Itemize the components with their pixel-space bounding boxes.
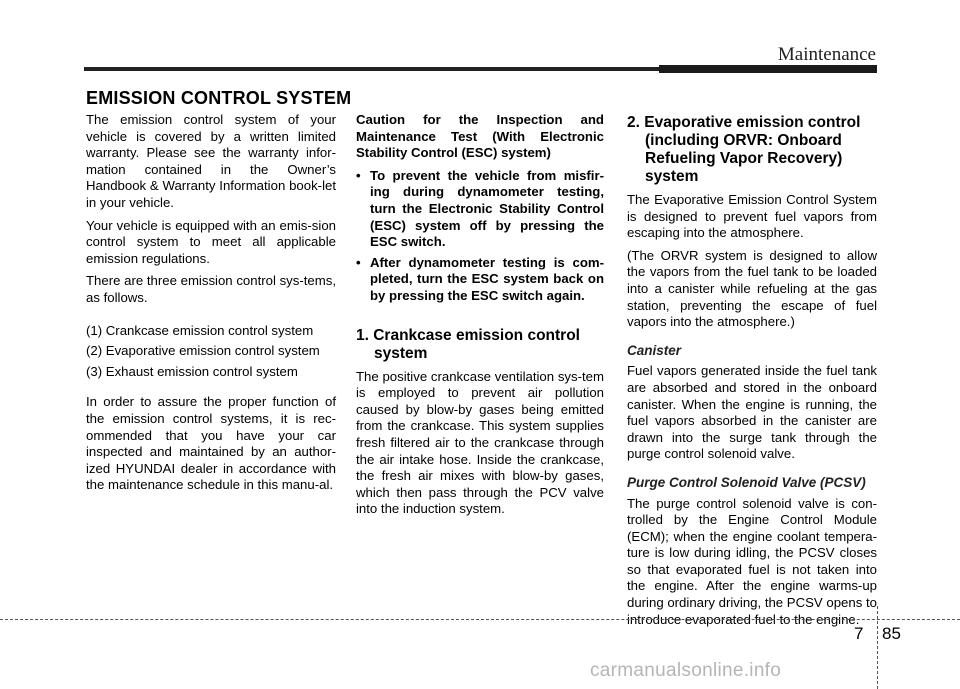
paragraph: The emission control system of your vehicle is covered by a written limited warranty. Please see the warranty infor-mation contained in the Owner’s Handbook & Warranty Information book-let in your vehicle.: [86, 112, 336, 210]
caution-title: Caution for the Inspection and Maintenance Test (With Electronic Stability Control (ESC) system): [356, 112, 604, 161]
bullet-text: After dynamometer testing is com-pleted, turn the ESC system back on by pressing the ESC switch again.: [370, 254, 604, 303]
canister-heading: Canister: [627, 342, 682, 358]
paragraph: There are three emission control sys-tems, as follows.: [86, 273, 336, 305]
pcsv-heading: Purge Control Solenoid Valve (PCSV): [627, 474, 866, 490]
column-2: [356, 112, 604, 524]
spacer: [86, 313, 336, 323]
header-rule-accent: [659, 65, 877, 73]
evaporative-heading: 2. Evaporative emission control (including ORVR: Onboard Refueling Vapor Recovery) system: [627, 114, 861, 185]
paragraph: (The ORVR system is designed to allow the vapors from the fuel tank to be loaded into a canister while refueling at the gas station, preventing the escape of fuel vapors into the atmosphere.): [627, 247, 877, 330]
crankcase-heading: 1. Crankcase emission control system: [356, 326, 580, 362]
list-item: (3) Exhaust emission control system: [86, 363, 298, 379]
chapter-number: 7: [854, 624, 864, 643]
paragraph: The positive crankcase ventilation sys-tem is employed to prevent air pollution caused by blow-by gases being emitted from the crankcase. This system supplies fresh filtered air to the crankcase through the air intake hose. Inside the crankcase, the fresh air mixes with blow-by gases, which then pass through the PCV valve into the induction system.: [356, 368, 604, 517]
bullet-text: To prevent the vehicle from misfir-ing during dynamometer testing, turn the Electronic Stability Control (ESC) system off by pressing the ESC switch.: [370, 167, 604, 250]
caution-list: [356, 168, 604, 305]
header-rule: [84, 67, 659, 71]
column-3: [627, 114, 877, 634]
footer-vertical-divider: [877, 606, 878, 689]
bullet-icon: •: [356, 254, 361, 270]
paragraph: The Evaporative Emission Control System is designed to prevent fuel vapors from escaping into the atmosphere.: [627, 192, 877, 241]
spacer: [86, 384, 336, 394]
page-number: 85: [882, 624, 901, 643]
column-1: [86, 112, 336, 500]
list-item: (1) Crankcase emission control system: [86, 322, 314, 338]
list-item: [356, 255, 604, 305]
list-item: (2) Evaporative emission control system: [86, 343, 320, 359]
paragraph: Your vehicle is equipped with an emis-sion control system to meet all applicable emission regulations.: [86, 217, 336, 266]
list-item: [356, 168, 604, 251]
watermark: carmanualsonline.info: [590, 660, 782, 681]
header-title: Maintenance: [777, 44, 876, 65]
bullet-icon: •: [356, 167, 361, 183]
paragraph: The purge control solenoid valve is con-trolled by the Engine Control Module (ECM); when the engine coolant tempera-ture is low during idling, the PCSV closes so that evaporated fuel is not taken into the engine. After the engine warms-up during ordinary driving, the PCSV opens to introduce evaporated fuel to the engine.: [627, 495, 877, 627]
footer-divider: [0, 619, 960, 620]
paragraph: Fuel vapors generated inside the fuel tank are absorbed and stored in the onboard canister. When the engine is running, the fuel vapors absorbed in the canister are drawn into the surge tank through the purge control solenoid valve.: [627, 363, 877, 462]
section-title: EMISSION CONTROL SYSTEM: [86, 88, 352, 108]
paragraph: In order to assure the proper function of the emission control systems, it is rec-ommended that you have your car inspected and maintained by an author-ized HYUNDAI dealer in accordance with the maintenance schedule in this manu-al.: [86, 394, 336, 493]
